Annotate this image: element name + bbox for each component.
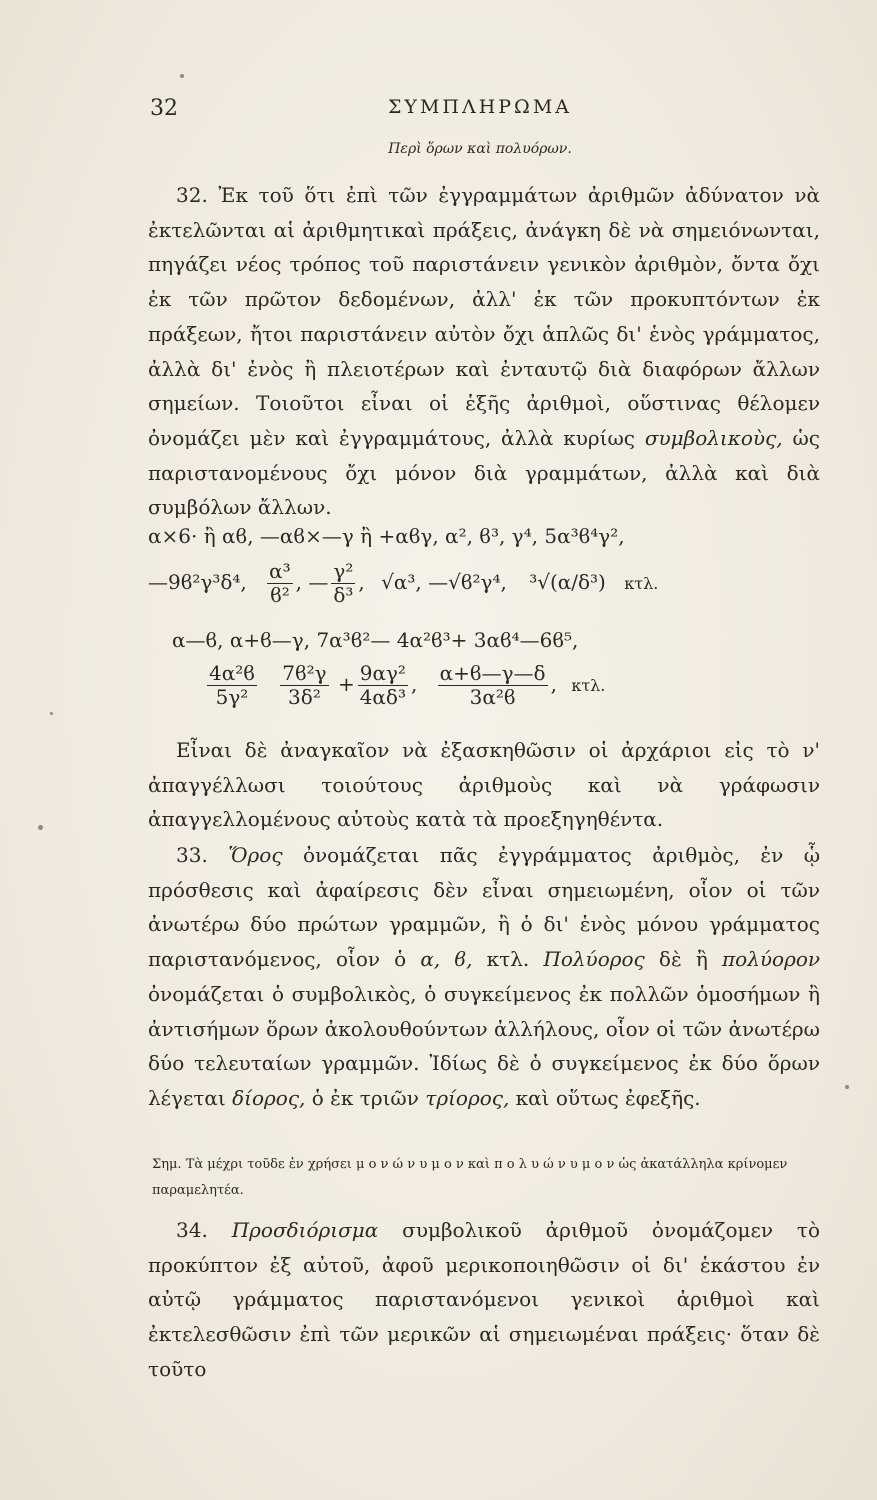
- denominator: 3α²ϐ: [469, 685, 516, 709]
- italic-term: δίορος,: [232, 1085, 306, 1110]
- italic-term: Πολύορος: [543, 947, 645, 972]
- paragraph-text: ὀνομάζεται ὁ συμβολικὸς, ὁ συγκείμενος ἐκ πολλῶν ὁμοσήμων ἢ ἀντισήμων ὅρων ἀκολουθούντων ἀλλήλους, οἷον οἱ τῶν ἀνωτέρω δύο τελευταίων γραμμῶν. Ἰδίως δὲ ὁ συγκείμενος ἐκ δύο ὅρων λέγεται: [148, 981, 820, 1110]
- fraction: [331, 560, 355, 607]
- fraction: [207, 662, 257, 709]
- paper-speck: [180, 74, 184, 78]
- formula-etc: κτλ.: [624, 574, 659, 593]
- section-number: 34.: [176, 1218, 208, 1242]
- denominator: 5γ²: [215, 685, 249, 709]
- numerator: α+ϐ—γ—δ: [439, 661, 546, 685]
- section-subtitle: Περὶ ὅρων καὶ πολυόρων.: [388, 141, 572, 157]
- paragraph-text: συμβολικοῦ ἀριθμοῦ ὀνομάζομεν τὸ προκύπτον ἐξ αὐτοῦ, ἀφοῦ μερικοποιηθῶσιν οἱ δι' ἑκάστου ἐν αὐτῷ γράμματος παριστανόμενοι γενικοὶ ἀριθμοὶ καὶ ἐκτελεσθῶσιν ἐπὶ τῶν μερικῶν αἱ σημειωμέναι πράξεις· ὅταν δὲ τοῦτο: [148, 1218, 821, 1381]
- formula-line-3: α—ϐ, α+ϐ—γ, 7α³ϐ²— 4α²ϐ³+ 3αϐ⁴—6ϐ⁵,: [172, 628, 579, 652]
- formula-line-4: $\frac{\text{4α²ϐ}}{\text{5γ²}}$ $\frac{\text{7ϐ²γ}}{\text{3δ²}}$ + $\frac{\text{9αγ²}}{\text{4αδ³}}$ , $\frac{\alpha+ϐ—\gamma—\delta}{\text{3α²ϐ}}$ , κτλ.: [209, 661, 606, 709]
- paragraph-text-end: ὡς παριστανομένους ὄχι μόνον διὰ γραμμάτων, ἀλλὰ καὶ διὰ συμβόλων ἄλλων.: [148, 425, 820, 520]
- section-number: 33.: [176, 843, 208, 867]
- footnote: Σημ. Τὰ μέχρι τοῦδε ἐν χρήσει μ ο ν ώ ν υ μ ο ν καὶ π ο λ υ ώ ν υ μ ο ν ὡς ἀκατάλληλα κρίνομεν παραμελητέα.: [152, 1157, 788, 1198]
- paragraph-text: δὲ ἢ: [658, 947, 708, 972]
- paragraph-33: [148, 838, 820, 1116]
- italic-term: Ὅρος: [228, 843, 283, 867]
- fraction: [438, 662, 548, 709]
- formula-etc: κτλ.: [571, 676, 606, 695]
- numerator: γ²: [333, 559, 354, 583]
- paragraph-text: ὀνομάζεται πᾶς ἐγγράμματος ἀριθμὸς, ἐν ᾧ πρόσθεσις καὶ ἀφαίρεσις δὲν εἶναι σημειωμένη, οἷον οἱ τῶν ἀνωτέρω δύο πρώτων γραμμῶν, ἢ ὁ δι' ἑνὸς μόνου γράμματος παριστανόμενος, οἷον ὁ: [148, 843, 820, 972]
- fraction: [267, 560, 293, 607]
- paper-speck: [38, 825, 43, 830]
- paragraph-34: [148, 1213, 820, 1387]
- italic-term: Προσδιόρισμα: [231, 1218, 379, 1242]
- paper-speck: [50, 712, 53, 715]
- paragraph-text: καὶ οὕτως ἐφεξῆς.: [515, 1085, 701, 1110]
- paragraph-text: ὁ ἐκ τριῶν: [311, 1085, 419, 1110]
- page-number: 32: [150, 96, 178, 121]
- numerator: 9αγ²: [359, 661, 406, 685]
- italic-example: α, ϐ,: [420, 947, 473, 972]
- denominator: 3δ²: [288, 685, 321, 709]
- numerator: α³: [269, 559, 291, 583]
- paper-speck: [845, 1085, 849, 1089]
- cube-root-term: ³√(α/δ³): [529, 570, 606, 594]
- italic-term: συμβολικοὺς,: [644, 425, 783, 450]
- fraction: [358, 662, 408, 709]
- numerator: 7ϐ²γ: [282, 661, 327, 685]
- formula-line-2: —9ϐ²γ³δ⁴, $\frac{\text{α³}}{\text{ϐ²}}$ , — $\frac{\text{γ²}}{\text{δ³}}$ , √α³, —√ϐ²γ⁴, ³√(α/δ³) κτλ.: [148, 559, 659, 607]
- formula-term: —9ϐ²γ³δ⁴,: [148, 570, 247, 594]
- italic-term: τρίορος,: [425, 1085, 510, 1110]
- paragraph-text: κτλ.: [486, 947, 530, 972]
- running-title: ΣΥΜΠΛΗΡΩΜΑ: [387, 96, 572, 118]
- italic-term: πολύορον: [722, 947, 821, 972]
- paragraph-practice: Εἶναι δὲ ἀναγκαῖον νὰ ἐξασκηθῶσιν οἱ ἀρχάριοι εἰς τὸ ν' ἀπαγγέλλωσι τοιούτους ἀριθμοὺς καὶ νὰ γράφωσιν ἀπαγγελλομένους αὐτοὺς κατὰ τὰ προεξηγηθέντα.: [148, 738, 820, 832]
- paragraph-text: Ἐκ τοῦ ὅτι ἐπὶ τῶν ἐγγραμμάτων ἀριθμῶν ἀδύνατον νὰ ἐκτελῶνται αἱ ἀριθμητικαὶ πράξεις, ἀνάγκη δὲ νὰ σημειόνωνται, πηγάζει νέος τρόπος τοῦ παριστάνειν γενικὸν ἀριθμὸν, ὄντα ὄχι ἐκ τῶν πρῶτον δεδομένων, ἀλλ' ἐκ τῶν προκυπτόντων ἐκ πράξεων, ἤτοι παριστάνειν αὐτὸν ὄχι ἁπλῶς δι' ἑνὸς γράμματος, ἀλλὰ δι' ἑνὸς ἢ πλειοτέρων καὶ ἐνταυτῷ διὰ διαφόρων ἄλλων σημείων. Τοιοῦτοι εἶναι οἱ ἑξῆς ἀριθμοὶ, οὕστινας θέλομεν ὀνομάζει μὲν καὶ ἐγγραμμάτους, ἀλλὰ κυρίως: [148, 183, 820, 450]
- section-number: 32.: [176, 183, 208, 207]
- page-header: [150, 96, 810, 124]
- denominator: 4αδ³: [359, 685, 406, 709]
- formula-line-1: α×6· ἢ αϐ, —αϐ×—γ ἢ +αϐγ, α², ϐ³, γ⁴, 5α³ϐ⁴γ²,: [148, 524, 625, 548]
- paragraph-32: [148, 178, 820, 525]
- denominator: ϐ²: [270, 583, 290, 607]
- numerator: 4α²ϐ: [209, 661, 255, 685]
- denominator: δ³: [333, 583, 354, 607]
- formula-term: √α³, —√ϐ²γ⁴,: [381, 570, 507, 594]
- fraction: [280, 662, 328, 709]
